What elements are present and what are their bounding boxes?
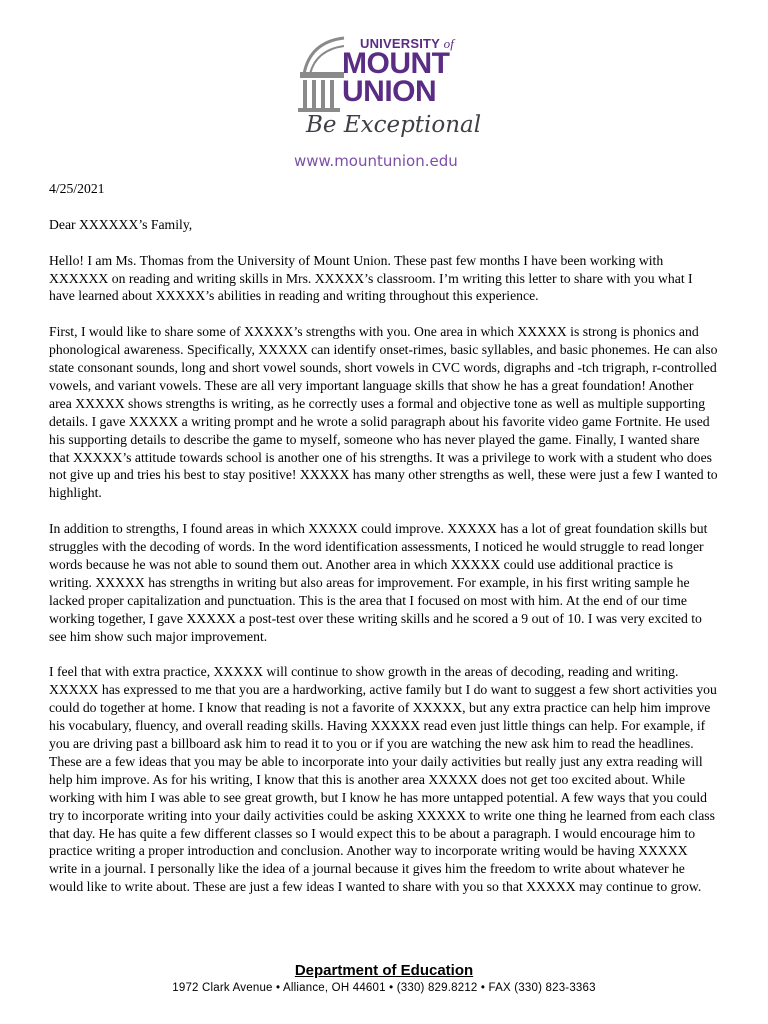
letter-body <box>49 180 719 914</box>
logo-tagline: Be Exceptional <box>306 112 482 138</box>
website-link[interactable]: www.mountunion.edu <box>294 152 458 170</box>
footer-department: Department of Education <box>294 962 474 979</box>
letter-date: 4/25/2021 <box>49 181 105 196</box>
letter-paragraph: In addition to strengths, I found areas in which XXXXX could improve. XXXXX has a lot of great foundation skills but struggles with the decoding of words. In the word identification assessments, I noticed he would struggle to read longer words because he was not able to sound them out. Another area in which XXXXX could use additional practice is writing. XXXXX has strengths in writing but also areas for improvement. For example, in his first writing sample he lacked proper capitalization and punctuation. This is the area that I focused on most with him. At the end of our time working together, I gave XXXXX a post-test over these writing skills and he scored a 9 out of 10. I was very excited to see him show such major improvement. <box>49 521 708 644</box>
logo-university-text: UNIVERSITY of <box>360 36 455 51</box>
letter-paragraph: Hello! I am Ms. Thomas from the University of Mount Union. These past few months I have been working with XXXXXX on reading and writing skills in Mrs. XXXXX’s classroom. I’m writing this letter to share with you what I have learned about XXXXX’s abilities in reading and writing throughout this experience. <box>49 252 693 304</box>
letter-paragraph: First, I would like to share some of XXXXX’s strengths with you. One area in which XXXXX is strong is phonics and phonological awareness. Specifically, XXXXX can identify onset-rimes, basic syllables, and basic phonemes. He can also state consonant sounds, long and short vowel sounds, short vowels in CVC words, digraphs and -tch trigraph, r-controlled vowels, and variant vowels. These are all very important language skills that show he has a great foundation! Another area XXXXX shows strengths is writing, as he correctly uses a formal and objective tone as well as multiple supporting details. I gave XXXXX a writing prompt and he wrote a solid paragraph about his favorite video game Fortnite. He used his supporting details to describe the game to myself, someone who has never played the game. Finally, I wanted share that XXXXX’s attitude towards school is another one of his strengths. It was a privilege to work with a student who does not give up and tries his best to stay positive! XXXXX has many other strengths as well, these were just a few I wanted to highlight. <box>49 324 718 501</box>
logo-mount-text: MOUNT <box>342 47 450 80</box>
letter-salutation: Dear XXXXXX’s Family, <box>49 216 193 232</box>
logo-union-text: UNION <box>342 75 437 108</box>
letter-paragraph: I feel that with extra practice, XXXXX will continue to show growth in the areas of decoding, reading and writing. XXXXX has expressed to me that you are a hardworking, active family but I do want to suggest a few short activities you could do together at home. I know that reading is not a favorite of XXXXX, but any extra practice can help him improve his vocabulary, fluency, and overall reading skills. Having XXXXX read even just little things can help. For example, if you are driving past a billboard ask him to read it to you or if you are watching the new ask him to read the headlines. These are a few ideas that you may be able to incorporate into your daily activities but really just any extra reading will help him improve. As for his writing, I know that this is another area XXXXX does not get too excited about. While working with him I was able to see great growth, but I know he has more untapped potential. A few ways that you could try to incorporate writing into your daily activities could be asking XXXXX to write one thing he learned from each class that day. He has quite a few different classes so I would expect this to be about a paragraph. I would encourage him to practice writing a proper introduction and conclusion. Another way to incorporate writing would be having XXXXX write in a journal. I personally like the idea of a journal because it gives him the freedom to write about whatever he would like to write about. These are just a few ideas I wanted to share with you so that XXXXX may continue to grow. <box>49 664 717 895</box>
letter-footer <box>0 962 768 994</box>
university-logo <box>296 28 482 146</box>
footer-address: 1972 Clark Avenue • Alliance, OH 44601 • (330) 829.8212 • FAX (330) 823-3363 <box>172 982 596 994</box>
